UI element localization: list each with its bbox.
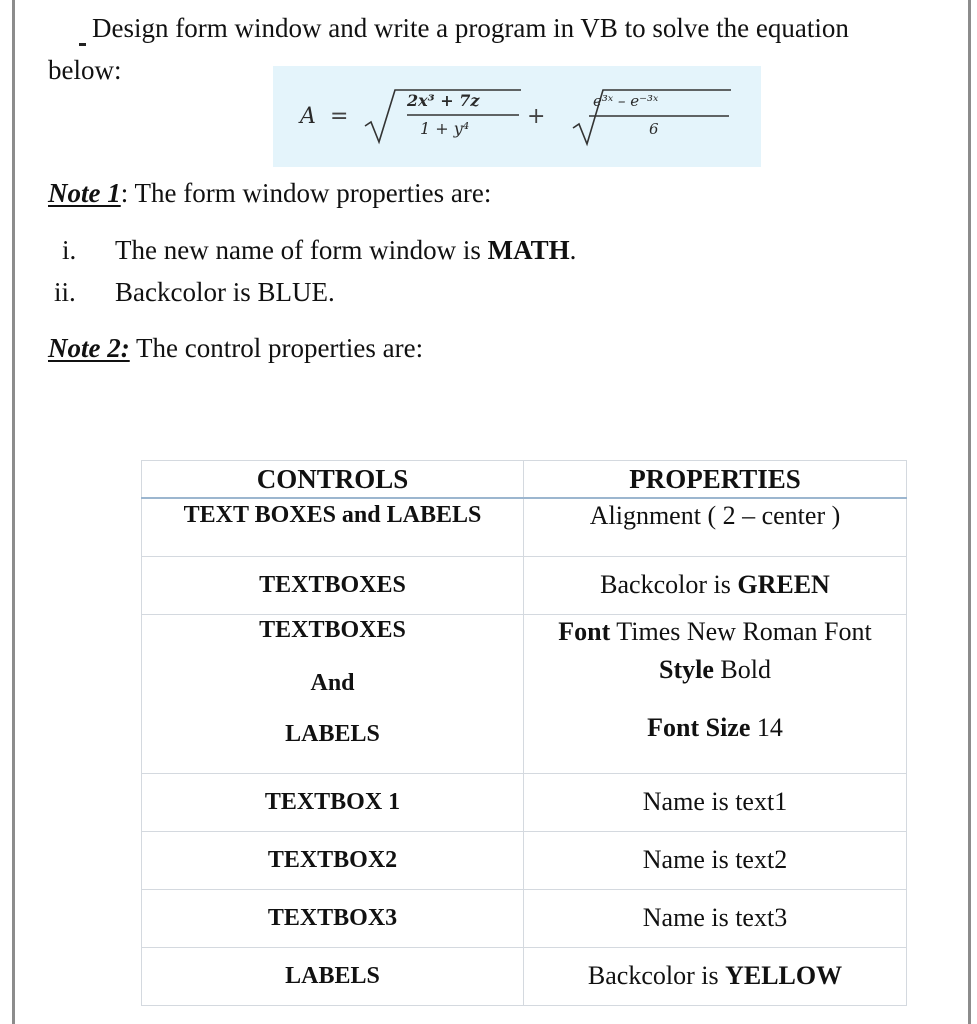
table-row (142, 614, 907, 773)
list-item-1: The new name of form window is MATH. (115, 235, 577, 265)
note-1 (48, 178, 491, 209)
table-row (142, 556, 907, 614)
font-property: Font Times New Roman Font (558, 616, 872, 646)
control-cell: TEXTBOX 1 (142, 773, 524, 831)
equation-image (273, 66, 761, 167)
font-size-property: Font Size 14 (647, 712, 783, 742)
note-2-label: Note 2: (48, 333, 130, 363)
list-item-2: Backcolor is BLUE. (115, 277, 335, 307)
question-line-2: below: (48, 55, 122, 85)
note-2-text: The control properties are: (136, 333, 424, 363)
property-cell: Backcolor is YELLOW (524, 947, 907, 1005)
control-line: And (310, 669, 355, 696)
column-header-properties: PROPERTIES (524, 461, 907, 499)
equation-equals: = (330, 104, 349, 129)
property-cell: Name is text1 (524, 773, 907, 831)
control-cell: TEXTBOX2 (142, 831, 524, 889)
column-header-controls: CONTROLS (142, 461, 524, 499)
control-properties-table (141, 460, 907, 1006)
control-cell: TEXTBOXES (142, 556, 524, 614)
property-cell: Backcolor is GREEN (524, 556, 907, 614)
property-cell: Alignment ( 2 – center ) (524, 498, 907, 556)
control-line: TEXTBOXES (259, 616, 406, 643)
bullet-mark (79, 43, 86, 46)
control-cell: TEXT BOXES and LABELS (142, 498, 524, 556)
form-name-value: MATH (487, 235, 570, 265)
question-line-1: Design form window and write a program in VB to solve the equation (92, 13, 849, 43)
table-row (142, 889, 907, 947)
fraction1-denominator: 1 + y⁴ (420, 119, 470, 138)
list-item-1-number: i. (62, 235, 77, 265)
table-row (142, 498, 907, 556)
table-row (142, 831, 907, 889)
note-2 (48, 333, 423, 364)
table-row (142, 947, 907, 1005)
property-cell (524, 614, 907, 773)
equation-plus: + (527, 104, 546, 129)
control-line: LABELS (285, 720, 380, 747)
list-item-2-number: ii. (54, 277, 76, 307)
page-border-right (968, 0, 971, 1024)
table-row (142, 773, 907, 831)
fraction1-numerator: 2x³ + 7z (407, 91, 480, 110)
style-property: Style Bold (659, 654, 771, 684)
control-cell: LABELS (142, 947, 524, 1005)
note-1-text: : The form window properties are: (120, 178, 492, 208)
table-header-row (142, 461, 907, 499)
control-cell (142, 614, 524, 773)
fraction2-denominator: 6 (649, 120, 659, 138)
fraction2-numerator: e³ˣ – e⁻³ˣ (593, 92, 659, 110)
page-border-left (12, 0, 15, 1024)
control-cell: TEXTBOX3 (142, 889, 524, 947)
equation-lhs: A (300, 104, 316, 129)
note-1-label: Note 1 (48, 178, 121, 208)
property-cell: Name is text2 (524, 831, 907, 889)
property-cell: Name is text3 (524, 889, 907, 947)
